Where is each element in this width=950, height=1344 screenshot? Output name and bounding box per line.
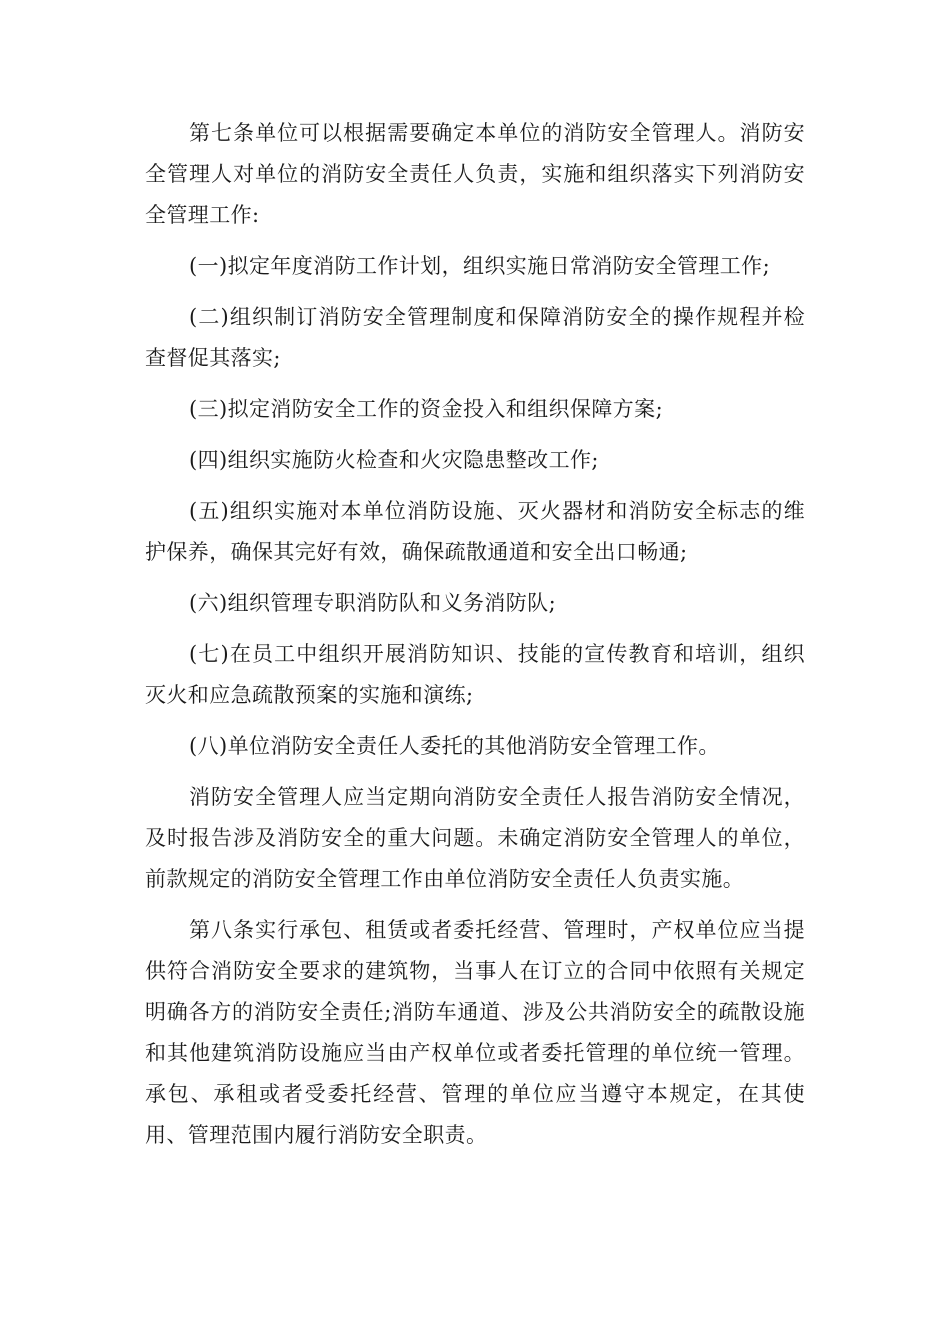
document-body: [145, 113, 805, 1166]
paragraph-item-2: (二)组织制订消防安全管理制度和保障消防安全的操作规程并检查督促其落实;: [145, 305, 805, 370]
paragraph-article-8: 第八条实行承包、租赁或者委托经营、管理时，产权单位应当提供符合消防安全要求的建筑物，当事人在订立的合同中依照有关规定明确各方的消防安全责任;消防车通道、涉及公共消防安全的疏散设施和其他建筑消防设施应当由产权单位或者委托管理的单位统一管理。承包、承租或者受委托经营、管理的单位应当遵守本规定，在其使用、管理范围内履行消防安全职责。: [145, 918, 805, 1147]
paragraph-item-7: (七)在员工中组织开展消防知识、技能的宣传教育和培训，组织灭火和应急疏散预案的实施和演练;: [145, 642, 805, 707]
paragraph-item-6: (六)组织管理专职消防队和义务消防队;: [189, 591, 557, 615]
paragraph-item-1: (一)拟定年度消防工作计划，组织实施日常消防安全管理工作;: [189, 254, 771, 278]
paragraph-article-7: 第七条单位可以根据需要确定本单位的消防安全管理人。消防安全管理人对单位的消防安全责任人负责，实施和组织落实下列消防安全管理工作:: [145, 121, 805, 227]
paragraph-item-4: (四)组织实施防火检查和火灾隐患整改工作;: [189, 448, 599, 472]
paragraph-item-5: (五)组织实施对本单位消防设施、灭火器材和消防安全标志的维护保养，确保其完好有效，确保疏散通道和安全出口畅通;: [145, 499, 805, 564]
paragraph-item-8: (八)单位消防安全责任人委托的其他消防安全管理工作。: [189, 734, 720, 758]
paragraph-item-3: (三)拟定消防安全工作的资金投入和组织保障方案;: [189, 397, 664, 421]
paragraph-manager-report: 消防安全管理人应当定期向消防安全责任人报告消防安全情况，及时报告涉及消防安全的重大问题。未确定消防安全管理人的单位，前款规定的消防安全管理工作由单位消防安全责任人负责实施。: [145, 785, 805, 891]
